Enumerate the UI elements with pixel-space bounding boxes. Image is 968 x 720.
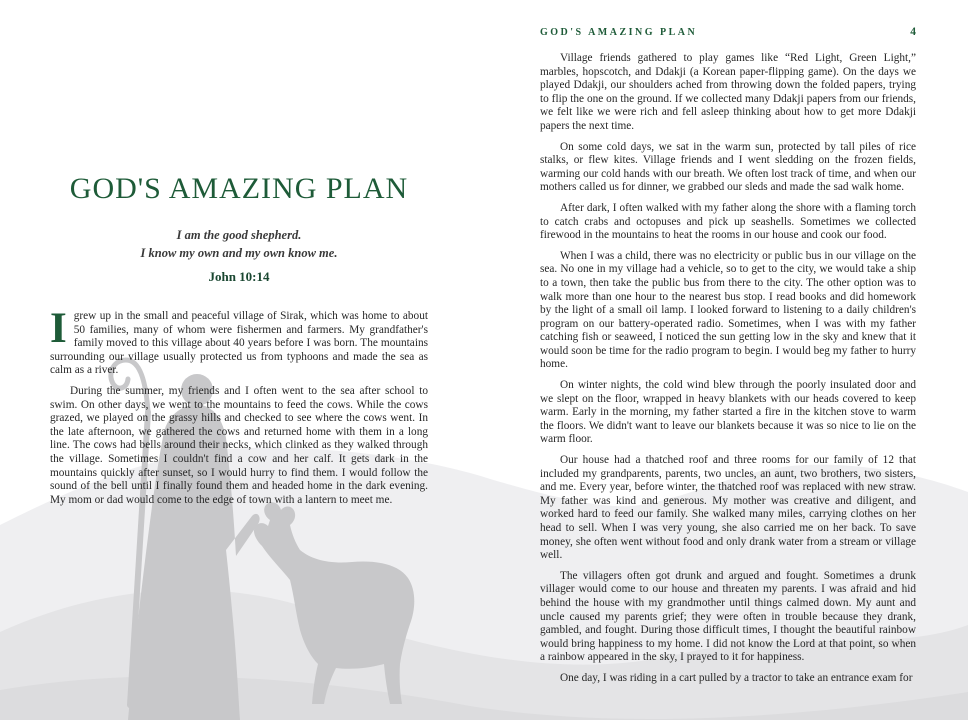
epigraph-line-2: I know my own and my own know me. [140,245,338,260]
running-header [540,26,916,38]
right-body-text [540,52,916,686]
paragraph: When I was a child, there was no electricity or public bus in our village on the sea. No one in my village had a vehicle, so to get to the city, we would take a ship to a town, then take the public bus from there to the city. The other option was to walk more than one hour to the nearest bus stop. I read books and did homework by the light of a small oil lamp. I looked forward to listening to a daily children's program on our battery-operated radio. Sometimes, when I was with my father catching fish or seaweed, I noticed the sun getting low in the sky and knew that it would soon be time for the radio program to begin. I would beg my father to hurry home. [540,249,916,371]
paragraph: On winter nights, the cold wind blew through the poorly insulated door and we slept on the floor, wrapped in heavy blankets with our heads covered to keep warm. Early in the morning, my father started a fire in the kitchen stove to warm the floors. We didn't want to leave our blankets because it was so nice to lie on the warm floor. [540,379,916,446]
paragraph: On some cold days, we sat in the warm sun, protected by tall piles of rice stalks, or flew kites. Village friends and I went sledding on the frozen fields, warming our cold hands with our breath. We often lost track of time, and when our mothers called us for dinner, we grabbed our sleds and made the sad walk home. [540,140,916,194]
paragraph-text: grew up in the small and peaceful village of Sirak, which was home to about 50 families, many of whom were fishermen and farmers. My grandfather's family moved to this village about 40 years before I was born. The mountains surrounding our village usually protected us from typhoons and made the sea as calm as a river. [50,310,428,377]
epigraph [50,227,428,262]
paragraph: The villagers often got drunk and argued and fought. Sometimes a drunk villager would come to our house and threaten my parents. I was afraid and hid behind the house with my grandmother until things calmed down. My aunt and uncle caused my parents grief; they were often in trouble because they drank, gambled, and fought. During those difficult times, I thought the beautiful rainbow would bring happiness to my home. I did not know the Lord at that point, so when a rainbow appeared in the sky, I prayed to it for happiness. [540,569,916,664]
chapter-title: GOD'S AMAZING PLAN [69,172,409,205]
left-body-text [50,305,428,507]
paragraph: One day, I was riding in a cart pulled by a tractor to take an entrance exam for [560,671,913,684]
paragraph: Village friends gathered to play games like “Red Light, Green Light,” marbles, hopscotch, and Ddakji (a Korean paper-flipping game). On the days we played Ddakji, our shoulders ached from throwing down the folded papers, trying to flip the one on the ground. If we collected many Ddakji papers from our friends, we felt like we were rich and fell asleep thinking about how to get more Ddakji papers the next time. [540,52,916,132]
paragraph [50,305,428,378]
epigraph-line-1: I am the good shepherd. [176,228,302,242]
running-header-title: GOD'S AMAZING PLAN [540,27,698,38]
paragraph: During the summer, my friends and I often went to the sea after school to swim. On other days, we went to the mountains to feed the cows. While the cows grazed, we played on the grassy hills and checked to see where the cows went. In the late afternoon, we gathered the cows and returned home with them in a long line. The cows had bells around their necks, which clinked as they walked through the village. Sometimes I couldn't find a cow and her calf. It gets dark in the mountains quickly after sunset, so I would hurry to find them. I would follow the sound of the bell until I finally found them and headed home in the dark evening. My mom or dad would come to the edge of town with a lantern to meet me. [50,384,428,506]
drop-cap: I [50,305,67,352]
left-page [50,0,428,514]
page-number: 4 [910,26,916,38]
scripture-reference: John 10:14 [208,269,270,284]
right-page [540,0,916,693]
paragraph: Our house had a thatched roof and three rooms for our family of 12 that included my grandparents, parents, two uncles, an aunt, two brothers, two sisters, and me. Every year, before winter, the thatched roof was replaced with new straw. My father was kind and generous. My mother was creative and diligent, and worked hard to feed our family. She walked many miles, carrying clothes on her head to sell. When I was very young, she also carried me on her back. To save money, she often went without food and only drank water from a stream or village well. [540,454,916,562]
paragraph: After dark, I often walked with my father along the shore with a flaming torch to catch crabs and octopuses and pick up seashells. Sometimes we collected firewood in the mountains to heat the rooms in our house and cook our food. [540,201,916,242]
